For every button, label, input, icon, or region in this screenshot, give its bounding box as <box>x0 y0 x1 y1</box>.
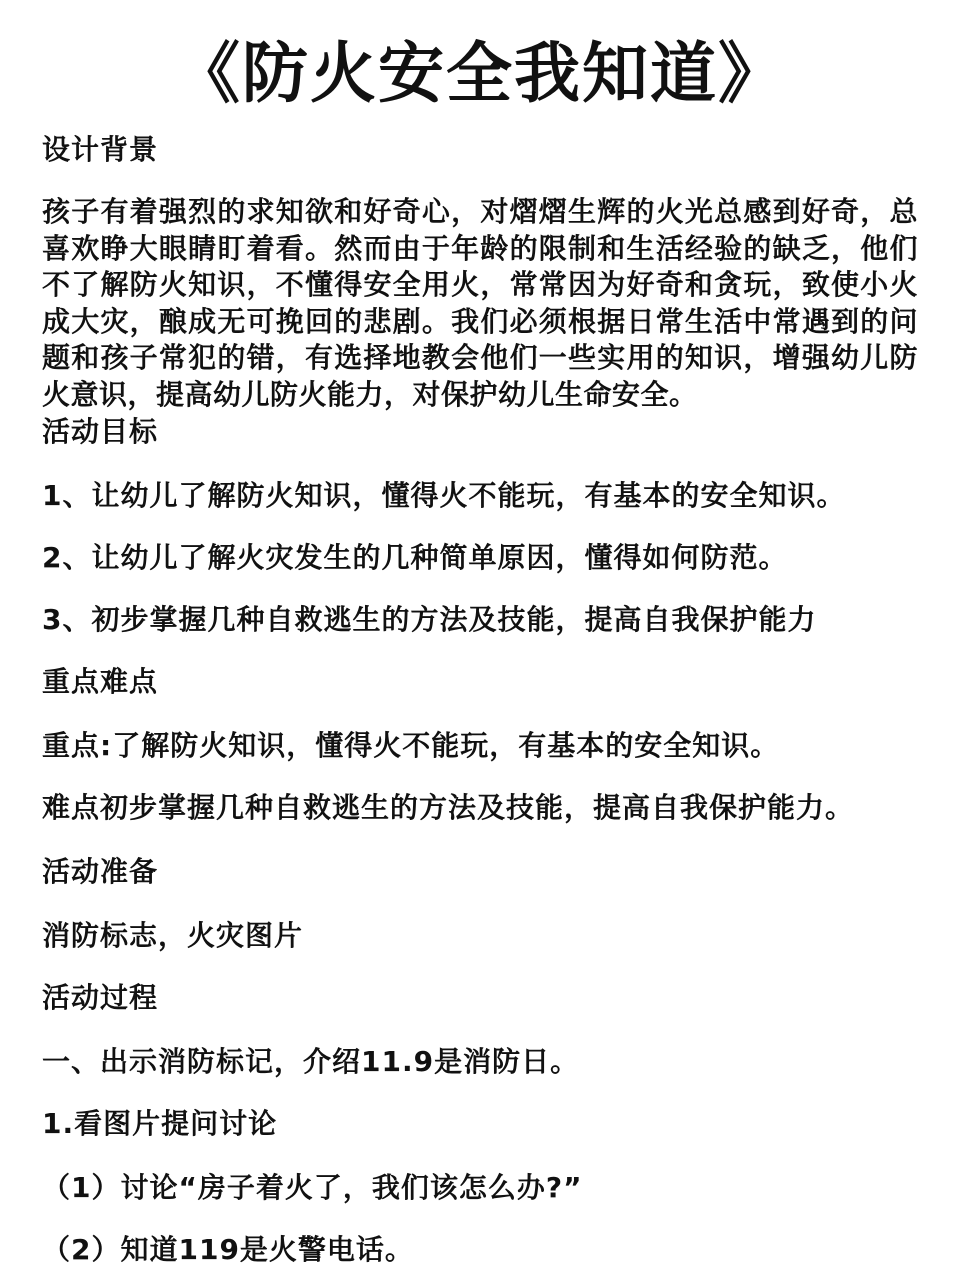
preparation-text: 消防标志，火灾图片 <box>42 919 304 952</box>
section-heading-process: 活动过程 <box>42 981 159 1014</box>
section-heading-goals: 活动目标 <box>42 415 159 448</box>
process-sub-1: 1.看图片提问讨论 <box>42 1107 278 1140</box>
goal-item-2: 2、让幼儿了解火灾发生的几种简单原因，懂得如何防范。 <box>42 541 788 574</box>
key-point-text: 重点:了解防火知识，懂得火不能玩，有基本的安全知识。 <box>42 729 780 762</box>
background-paragraph: 孩子有着强烈的求知欲和好奇心，对熠熠生辉的火光总感到好奇，总喜欢睁大眼睛盯着看。然而由于年龄的限制和生活经验的缺乏，他们不了解防火知识，不懂得安全用火，常常因为好奇和贪玩，致使小火成大灾，酿成无可挽回的悲剧。我们必须根据日常生活中常遇到的问题和孩子常犯的错，有选择地教会他们一些实用的知识，增强幼儿防火意识，提高幼儿防火能力，对保护幼儿生命安全。 <box>42 195 918 411</box>
discussion-question-2: （2）知道119是火警电话。 <box>42 1233 414 1266</box>
section-heading-key-points: 重点难点 <box>42 665 159 698</box>
goal-item-3: 3、初步掌握几种自救逃生的方法及技能，提高自我保护能力 <box>42 603 817 636</box>
section-heading-background: 设计背景 <box>42 133 159 166</box>
discussion-question-1: （1）讨论“房子着火了，我们该怎么办?” <box>42 1171 583 1204</box>
section-heading-preparation: 活动准备 <box>42 855 159 888</box>
process-step-1: 一、出示消防标记，介绍11.9是消防日。 <box>42 1045 580 1078</box>
goal-item-1: 1、让幼儿了解防火知识，懂得火不能玩，有基本的安全知识。 <box>42 479 846 512</box>
page-title: 《防火安全我知道》 <box>174 35 786 112</box>
difficulty-text: 难点初步掌握几种自救逃生的方法及技能，提高自我保护能力。 <box>42 791 855 824</box>
